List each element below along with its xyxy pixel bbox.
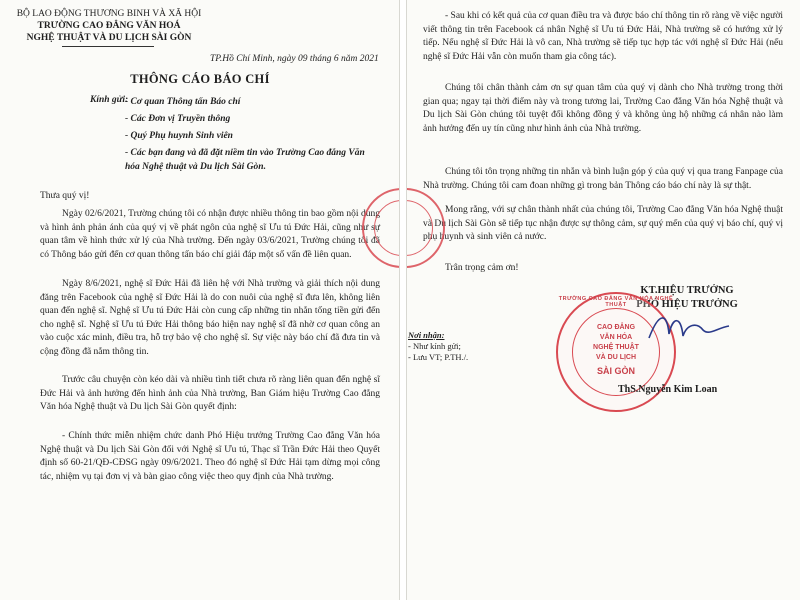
greeting: Thưa quý vị! [40, 191, 90, 201]
closing-line: Trân trọng cảm ơn! [445, 263, 519, 273]
stamp-center-line: CAO ĐẲNG [596, 324, 636, 331]
recipients-footer-item: - Như kính gửi; [408, 341, 461, 351]
recipient-item: - Cơ quan Thông tấn Báo chí [125, 97, 241, 107]
paragraph: - Chính thức miễn nhiệm chức danh Phó Hiệu trưởng Trường Cao đẳng Văn hóa Nghệ thuật và Du lịch Sài Gòn đối với Nghệ sĩ Ưu tú, Thạc sĩ Trần Đức Hải theo Quyết định số 60-21/QĐ-CĐSG ngày 09/6/2021. Theo đó nghệ sĩ Đức Hải tạm dừng mọi công tác, nhiệm vụ tại đơn vị và bàn giao công việc theo quy định của Nhà trường. [40, 431, 380, 482]
stamp-center-line: VĂN HÓA [599, 334, 633, 341]
recipients-footer-item: - Lưu VT; P.TH./. [408, 352, 469, 362]
paragraph: Chúng tôi chân thành cảm ơn sự quan tâm của quý vị dành cho Nhà trường trong thời gian qua; ngay tại thời điểm này và trong tương lai, Trường Cao đẳng Văn hóa Nghệ thuật và Du lịch Sài Gòn chúng tôi tuyệt đối không đồng ý và không ủng hộ những cá nhân nào làm ảnh hưởng đến uy tín cũng như hình ảnh của Nhà trường. [423, 83, 783, 134]
signatory-title-1: KT.HIỆU TRƯỞNG [640, 285, 734, 296]
signature-scribble-icon [645, 308, 735, 348]
stamp-ring-text: TRƯỜNG CAO ĐẲNG VĂN HÓA NGHỆ THUẬT [558, 296, 674, 308]
recipient-item: - Các bạn đang và đã đặt niềm tin vào Trường Cao đẳng Văn hóa Nghệ thuật và Du lịch Sài Gòn. [125, 148, 365, 172]
official-stamp-partial [406, 188, 445, 268]
recipients-footer-heading: Nơi nhận: [408, 330, 445, 340]
paragraph: Chúng tôi tôn trọng những tin nhắn và bình luận góp ý của quý vị qua trang Fanpage của Nhà trường. Chúng tôi cam đoan những gì trong bản Thông cáo báo chí này là sự thật. [423, 167, 783, 191]
date-line: TP.Hồ Chí Minh, ngày 09 tháng 6 năm 2021 [210, 54, 379, 64]
paragraph: Ngày 02/6/2021, Trường chúng tôi có nhận được nhiều thông tin bao gồm nội dung và hình ảnh phản ánh của quý vị về phát ngôn của nghệ sĩ Ưu tú Đức Hải, cũng như sự quan tâm về hình thức xử lý của Nhà trường. Đến ngày 03/6/2021, Trường chúng tôi đã có Thông báo gửi đến cơ quan thông tấn báo chí giải đáp một số vấn đề liên quan. [40, 209, 380, 260]
paragraph: Ngày 8/6/2021, nghệ sĩ Đức Hải đã liên hệ với Nhà trường và giải thích nội dung đăng trên Facebook của nghệ sĩ Đức Hải là do con nuôi của nghệ sĩ đưa lên, không liên quan đến nghệ sĩ. Nghệ sĩ Ưu tú Đức Hải còn cung cấp những tin nhắn tống tiền gửi đến cho nghệ sĩ. Nghệ sĩ Ưu tú Đức Hải thông báo hiện nay nghệ sĩ đã nhờ cơ quan công an vào cuộc xác minh, điều tra, hỗ trợ bảo vệ cho nghệ sĩ. Sự việc này báo chí đã đưa tin và cộng đồng đã nắm thông tin. [40, 279, 380, 357]
paragraph: - Sau khi có kết quả của cơ quan điều tra và được báo chí thông tin rõ ràng về việc người viết thông tin trên Facebook cá nhân Nghệ sĩ Ưu tú Đức Hải, Nhà trường sẽ có hướng xử lý tiếp. Nếu nghệ sĩ Đức Hải là vô can, Nhà trường sẽ tiếp tục hợp tác với nghệ sĩ Đức Hải (nếu nghệ sĩ Đức Hải vẫn còn muốn tham gia công tác). [423, 11, 783, 62]
signatory-title-2: PHÓ HIỆU TRƯỞNG [636, 299, 738, 310]
recipient-item: - Các Đơn vị Truyền thông [125, 114, 231, 124]
paragraph: Trước câu chuyện còn kéo dài và nhiều tình tiết chưa rõ ràng liên quan đến nghệ sĩ Đức Hải và ảnh hưởng đến hình ảnh của Nhà trường, Ban Giám hiệu Trường Cao đẳng Văn hóa Nghệ thuật và Du lịch Sài Gòn quyết định: [40, 375, 380, 413]
recipients-label: Kính gửi: [90, 95, 129, 105]
ministry-name: BỘ LAO ĐỘNG THƯƠNG BINH VÀ XÃ HỘI [16, 9, 202, 19]
school-name-line2: NGHỆ THUẬT VÀ DU LỊCH SÀI GÒN [26, 33, 192, 43]
signer-name: ThS.Nguyễn Kim Loan [618, 384, 718, 395]
paragraph: Mong rằng, với sự chân thành nhất của chúng tôi, Trường Cao đẳng Văn hóa Nghệ thuật và Du lịch Sài Gòn sẽ tiếp tục nhận được sự thông cảm, sự quý mến của quý vị báo chí, quý vị phụ huynh và sinh viên cả nước. [423, 205, 783, 243]
stamp-center-line: NGHỆ THUẬT [593, 344, 639, 351]
issuer-header [14, 8, 204, 44]
recipients-list [125, 95, 377, 177]
recipient-item: - Quý Phụ huynh Sinh viên [125, 131, 233, 141]
stamp-center-line: VÀ DU LỊCH [595, 354, 637, 361]
header-divider [62, 46, 154, 47]
school-name-line1: TRƯỜNG CAO ĐẲNG VĂN HOÁ [37, 21, 181, 31]
document-title: THÔNG CÁO BÁO CHÍ [130, 72, 270, 86]
stamp-center-line: SÀI GÒN [596, 366, 635, 376]
recipients-footer [408, 330, 468, 363]
